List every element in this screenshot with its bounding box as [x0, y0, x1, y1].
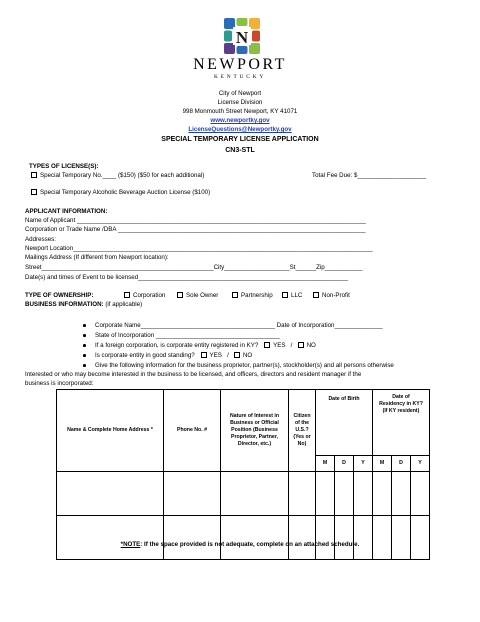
checkbox-non-profit[interactable]: [313, 292, 319, 298]
bullet: [83, 364, 86, 367]
table-cell[interactable]: [373, 516, 392, 560]
zip-label: Zip: [316, 264, 325, 271]
table-cell[interactable]: [316, 516, 335, 560]
checkbox-sole-owner[interactable]: [177, 292, 183, 298]
applicant-name-field[interactable]: Name of Applicant ____________________________________________________________________________________: [25, 217, 366, 224]
good-standing-question: Is corporate entity in good standing?: [95, 352, 195, 359]
bullet: [83, 334, 86, 337]
res-month-header: M: [373, 456, 392, 472]
zip-field[interactable]: ___________: [324, 264, 363, 271]
table-cell[interactable]: [335, 516, 354, 560]
checkbox-auction-license[interactable]: [31, 189, 37, 195]
total-fee-field[interactable]: Total Fee Due: $____________________: [312, 172, 427, 179]
foreign-yes-label: YES: [273, 342, 286, 349]
mailing-street-row: [25, 264, 363, 271]
state-field[interactable]: ______: [295, 264, 317, 271]
note-text: : If the space provided is not adequate, complete on an attached schedule.: [140, 541, 360, 548]
table-cell[interactable]: [164, 472, 221, 516]
logo-mark: [223, 17, 261, 55]
res-day-header: D: [392, 456, 411, 472]
newport-location-field[interactable]: Newport Location_______________________________________________________________________________________: [25, 245, 373, 252]
checkbox-foreign-no[interactable]: [298, 342, 304, 348]
good-yes-label: YES: [209, 352, 222, 359]
form-title: SPECIAL TEMPORARY LICENSE APPLICATION: [161, 136, 319, 143]
table-row: [57, 472, 430, 516]
footnote: [0, 541, 480, 548]
dob-year-header: Y: [354, 456, 373, 472]
col-header-name: Name & Complete Home Address *: [57, 390, 164, 472]
license-types-heading: TYPES OF LICENSE(S):: [29, 163, 99, 170]
table-cell[interactable]: [392, 516, 411, 560]
ownership-partnership: Partnership: [241, 292, 273, 299]
checkbox-good-no[interactable]: [234, 352, 240, 358]
checkbox-partnership[interactable]: [232, 292, 238, 298]
city-label: City: [213, 264, 225, 271]
event-dates-field[interactable]: Date(s) and times of Event to be licensed_____________________________________________________________: [25, 274, 349, 281]
interest-table: [56, 389, 430, 560]
give-info-line1: Give the following information for the business proprietor, partner(s), stockholder(s) and all persons otherwise: [95, 362, 394, 369]
ownership-corporation: Corporation: [133, 292, 166, 299]
license-option-1: Special Temporary No.____ ($150) ($50 for each additional): [40, 172, 205, 179]
header-address: 998 Monmouth Street Newport, KY 41071: [182, 108, 298, 115]
table-cell[interactable]: [411, 516, 430, 560]
table-cell[interactable]: [221, 472, 289, 516]
bullet: [83, 354, 86, 357]
table-cell[interactable]: [411, 472, 430, 516]
table-cell[interactable]: [57, 472, 164, 516]
form-code: CN3-STL: [225, 147, 255, 154]
ownership-non-profit: Non-Profit: [322, 292, 350, 299]
col-header-phone: Phone No. #: [164, 390, 221, 472]
bullet: [83, 344, 86, 347]
bullet: [83, 324, 86, 327]
checkbox-good-yes[interactable]: [201, 352, 207, 358]
table-cell[interactable]: [289, 472, 316, 516]
table-cell[interactable]: [354, 516, 373, 560]
table-cell[interactable]: [373, 472, 392, 516]
res-year-header: Y: [411, 456, 430, 472]
website-link[interactable]: www.newportky.gov: [210, 117, 270, 124]
note-label: *NOTE: [120, 541, 141, 548]
dob-month-header: M: [316, 456, 335, 472]
business-info-note: (if applicable): [105, 301, 143, 308]
state-incorporation-field[interactable]: State of Incorporation ____________________________________: [95, 332, 280, 339]
logo-subtitle: KENTUCKY: [213, 74, 267, 80]
header-city: City of Newport: [218, 90, 262, 97]
table-cell[interactable]: [57, 516, 164, 560]
email-link[interactable]: LicenseQuestions@Newportky.gov: [188, 126, 292, 133]
table-row: [57, 516, 430, 560]
slash-divider: /: [290, 342, 293, 349]
street-label: Street: [25, 264, 42, 271]
state-label: St: [289, 264, 296, 271]
mailing-address-label: Mailings Address (If different from Newport location):: [25, 254, 169, 261]
table-cell[interactable]: [164, 516, 221, 560]
foreign-corp-question: If a foreign corporation, is corporate entity registered in KY?: [95, 342, 259, 349]
corporate-name-field[interactable]: Corporate Name_______________________________________ Date of Incorporation______________: [95, 322, 383, 329]
table-cell[interactable]: [221, 516, 289, 560]
applicant-heading: APPLICANT INFORMATION:: [25, 208, 108, 215]
ownership-sole-owner: Sole Owner: [186, 292, 219, 299]
checkbox-foreign-yes[interactable]: [264, 342, 270, 348]
header-division: License Division: [217, 99, 263, 106]
foreign-no-label: NO: [306, 342, 316, 349]
checkbox-special-temporary[interactable]: [31, 172, 37, 178]
ownership-heading: TYPE OF OWNERSHIP:: [25, 292, 94, 299]
table-cell[interactable]: [354, 472, 373, 516]
table-cell[interactable]: [335, 472, 354, 516]
dob-day-header: D: [335, 456, 354, 472]
table-cell[interactable]: [316, 472, 335, 516]
col-header-nature: Nature of Interest in Business or Official Position (Business Proprietor, Partner, Director, etc.): [221, 390, 289, 472]
logo-name: NEWPORT: [193, 56, 287, 73]
addresses-label: Addresses:: [25, 236, 56, 243]
city-field[interactable]: ___________________: [224, 264, 290, 271]
col-header-residency: Date of Residency in KY? (If KY resident): [373, 390, 430, 456]
ownership-llc: LLC: [291, 292, 303, 299]
checkbox-corporation[interactable]: [124, 292, 130, 298]
slash-divider: /: [227, 352, 229, 359]
checkbox-llc[interactable]: [282, 292, 288, 298]
table-cell[interactable]: [289, 516, 316, 560]
business-info-heading: BUSINESS INFORMATION:: [25, 301, 104, 308]
corp-trade-name-field[interactable]: Corporation or Trade Name /DBA ________________________________________________________________________: [25, 226, 366, 233]
col-header-citizen: Citizen of the U.S.? (Yes or No): [289, 390, 316, 472]
license-option-2: Special Temporary Alcoholic Beverage Auction License ($100): [40, 189, 211, 196]
give-info-line3: business is incorporated:: [25, 380, 94, 387]
street-field[interactable]: __________________________________________________: [41, 264, 214, 271]
col-header-dob: Date of Birth: [316, 390, 373, 456]
logo-letter: N: [235, 28, 249, 47]
give-info-line2: Interested or who may become interested in the business to be licensed, and officers, directors and resident manager if the: [25, 371, 362, 378]
good-no-label: NO: [242, 352, 253, 359]
table-cell[interactable]: [392, 472, 411, 516]
